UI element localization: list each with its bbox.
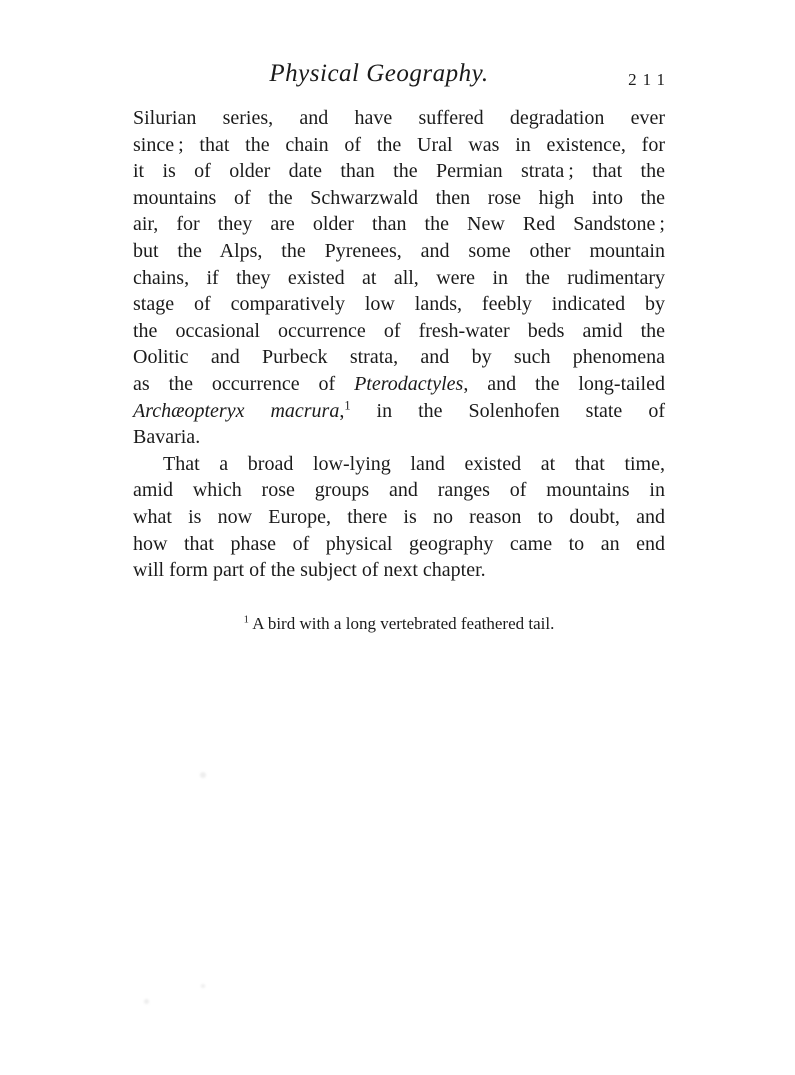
- footnote-marker: 1: [344, 397, 351, 412]
- scan-speck: [200, 772, 206, 778]
- page-header: [133, 60, 671, 100]
- text-segment: what is now Europe, there is no reason to doubt, and: [133, 505, 665, 528]
- text-segment: air, for they are older than the New Red Sandstone ;: [133, 213, 665, 236]
- text-segment: Silurian series, and have suffered degradation ever: [133, 107, 665, 129]
- text-segment: amid which rose groups and ranges of mountains in: [133, 479, 665, 502]
- text-line: [133, 185, 665, 212]
- text-segment: chains, if they existed at all, were in the rudimentary: [133, 266, 665, 289]
- text-line: [133, 105, 665, 132]
- text-segment: will form part of the subject of next chapter.: [133, 559, 486, 582]
- text-line: [133, 211, 665, 238]
- text-segment: mountains of the Schwarzwald then rose high into the: [133, 186, 665, 209]
- text-line: [133, 344, 665, 371]
- italic-text: Pterodactyles: [354, 372, 464, 395]
- text-line: [133, 291, 665, 318]
- running-title: Physical Geography.: [269, 60, 489, 87]
- text-segment: ,: [339, 399, 345, 422]
- text-line: [133, 398, 665, 425]
- text-line: [133, 371, 665, 398]
- text-segment: A bird with a long vertebrated feathered tail.: [248, 614, 555, 633]
- footnote: [133, 612, 665, 636]
- text-segment: as the occurrence of: [133, 372, 355, 395]
- text-line: [133, 451, 665, 478]
- text-line: [133, 265, 665, 292]
- text-line: [133, 132, 665, 159]
- text-segment: but the Alps, the Pyrenees, and some other mountain: [133, 239, 665, 262]
- text-segment: the occasional occurrence of fresh-water beds amid the: [133, 319, 665, 342]
- text-line: [133, 238, 665, 265]
- text-line: [133, 158, 665, 185]
- footnote-marker: 1: [243, 614, 249, 626]
- page-number: 211: [628, 70, 671, 89]
- text-line: [133, 424, 665, 451]
- body-text: [133, 105, 665, 584]
- text-segment: Bavaria.: [133, 426, 201, 449]
- text-line: [133, 477, 665, 504]
- text-line: [133, 318, 665, 345]
- text-segment: since ; that the chain of the Ural was in existence, for: [133, 133, 665, 156]
- scan-speck: [201, 984, 205, 988]
- italic-text: Archæopteryx macrura: [133, 399, 340, 422]
- paragraph: [133, 105, 665, 451]
- text-segment: stage of comparatively low lands, feebly indicated by: [133, 293, 665, 316]
- text-segment: Oolitic and Purbeck strata, and by such phenomena: [133, 346, 665, 369]
- text-line: [133, 504, 665, 531]
- scan-speck: [144, 999, 149, 1004]
- text-segment: how that phase of physical geography came to an end: [133, 532, 665, 555]
- text-segment: it is of older date than the Permian strata ; that the: [133, 160, 665, 183]
- paragraph: [133, 451, 665, 584]
- text-segment: in the Solenhofen state of: [350, 399, 665, 422]
- text-segment: That a broad low-lying land existed at that time,: [163, 452, 665, 475]
- text-line: [133, 557, 665, 584]
- text-segment: , and the long-tailed: [463, 372, 665, 395]
- text-line: [133, 531, 665, 558]
